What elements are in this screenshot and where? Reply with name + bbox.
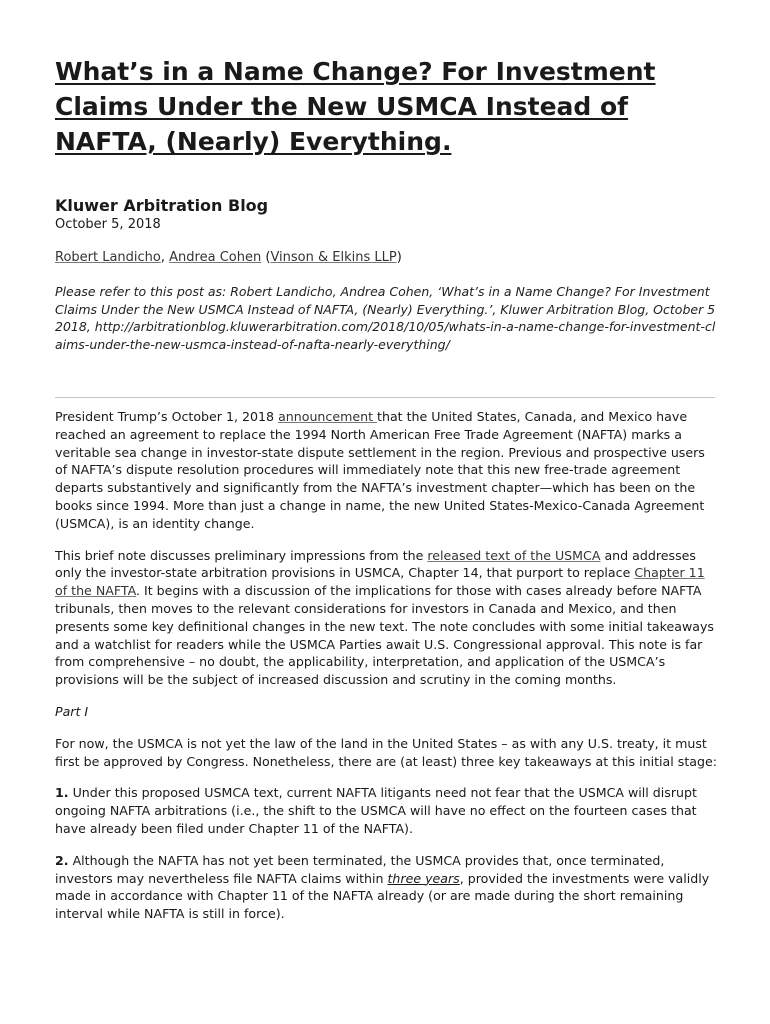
paragraph-4 [55,784,717,837]
author-link-andrea-cohen[interactable]: Andrea Cohen [169,250,262,265]
blog-name: Kluwer Arbitration Blog [55,196,269,215]
announcement-link[interactable]: announcement [278,409,378,424]
paragraph-1-text-b: that the United States, Canada, and Mexico have reached an agreement to replace the 1994 North American Free Trade Agreement (NAFTA) marks a veritable sea change in investor-state dispute settlement in the region. Previous and prospective users of NAFTA’s dispute resolution procedures will immediately note that this new free-trade agreement departs substantively and significantly from the NAFTA’s investment chapter—which has been on the books since 1994. More than just a change in name, the new United States-Mexico-Canada Agreement (USMCA), is an identity change. [55,409,705,531]
firm-close-paren: ) [396,250,402,265]
takeaway-2-text-b: , provided the investments were validly made in accordance with Chapter 11 of the NAFTA already (or are made during the short remaining interval while NAFTA is still in force). [55,870,710,922]
article-body [55,408,717,937]
paragraph-2 [55,547,717,689]
author-link-robert-landicho[interactable]: Robert Landicho [55,250,161,265]
author-separator: , [160,250,170,265]
firm-link-vinson-elkins[interactable]: Vinson & Elkins LLP [270,250,397,265]
takeaway-2-text-a: Although the NAFTA has not yet been terminated, the USMCA provides that, once terminated, investors may nevertheless file NAFTA claims within [55,852,665,886]
divider [55,397,715,398]
paragraph-1-text-a: President Trump’s October 1, 2018 [55,409,279,424]
part-label: Part I [55,703,89,719]
nafta-chapter-11-link[interactable]: Chapter 11 of the NAFTA [55,565,705,599]
part-heading [55,703,717,721]
paragraph-5 [55,852,717,923]
usmca-text-link[interactable]: released text of the USMCA [427,547,601,563]
author-line [55,249,402,267]
three-years-emphasis: three years [387,870,460,886]
paragraph-2-text-b: and addresses only the investor-state arbitration provisions in USMCA, Chapter 14, that purport to replace [55,547,696,581]
firm-open-paren: ( [261,250,271,265]
article-title [55,54,720,159]
citation-url: http://arbitrationblog.kluwerarbitration.com/2018/10/05/whats-in-a-name-change-for-investment-claims-under-the-new-usmca-instead-of-nafta-nearly-everything/ [55,319,716,352]
takeaway-1-number: 1. [55,785,69,801]
paragraph-1 [55,408,717,533]
citation-text: Please refer to this post as: Robert Landicho, Andrea Cohen, ‘What’s in a Name Change? For Investment Claims Under the New USMCA Instead of NAFTA, (Nearly) Everything.’, Kluwer Arbitration Blog, October 5 2018, [55,284,716,335]
publication-date: October 5, 2018 [55,217,161,232]
takeaway-1-text: Under this proposed USMCA text, current NAFTA litigants need not fear that the USMCA will disrupt ongoing NAFTA arbitrations (i.e., the shift to the USMCA will have no effect on the fourteen cases that have already been filed under Chapter 11 of the NAFTA). [55,785,697,836]
citation-notice [55,283,717,353]
paragraph-2-text-a: This brief note discusses preliminary impressions from the [55,547,428,563]
paragraph-2-text-c: . It begins with a discussion of the implications for those with cases already before NAFTA tribunals, then moves to the relevant considerations for investors in Canada and Mexico, and then presents some key definitional changes in the new text. The note concludes with some initial takeaways and a watchlist for readers while the USMCA Parties await U.S. Congressional approval. This note is far from comprehensive – no doubt, the applicability, interpretation, and application of the USMCA’s provisions will be the subject of increased discussion and scrutiny in the coming months. [55,583,714,688]
takeaway-2-number: 2. [55,852,69,868]
article-title-text: What’s in a Name Change? For Investment Claims Under the New USMCA Instead of NAFTA, (Nearly) Everything. [55,57,656,156]
paragraph-3: For now, the USMCA is not yet the law of the land in the United States – as with any U.S. treaty, it must first be approved by Congress. Nonetheless, there are (at least) three key takeaways at this initial stage: [55,735,717,769]
